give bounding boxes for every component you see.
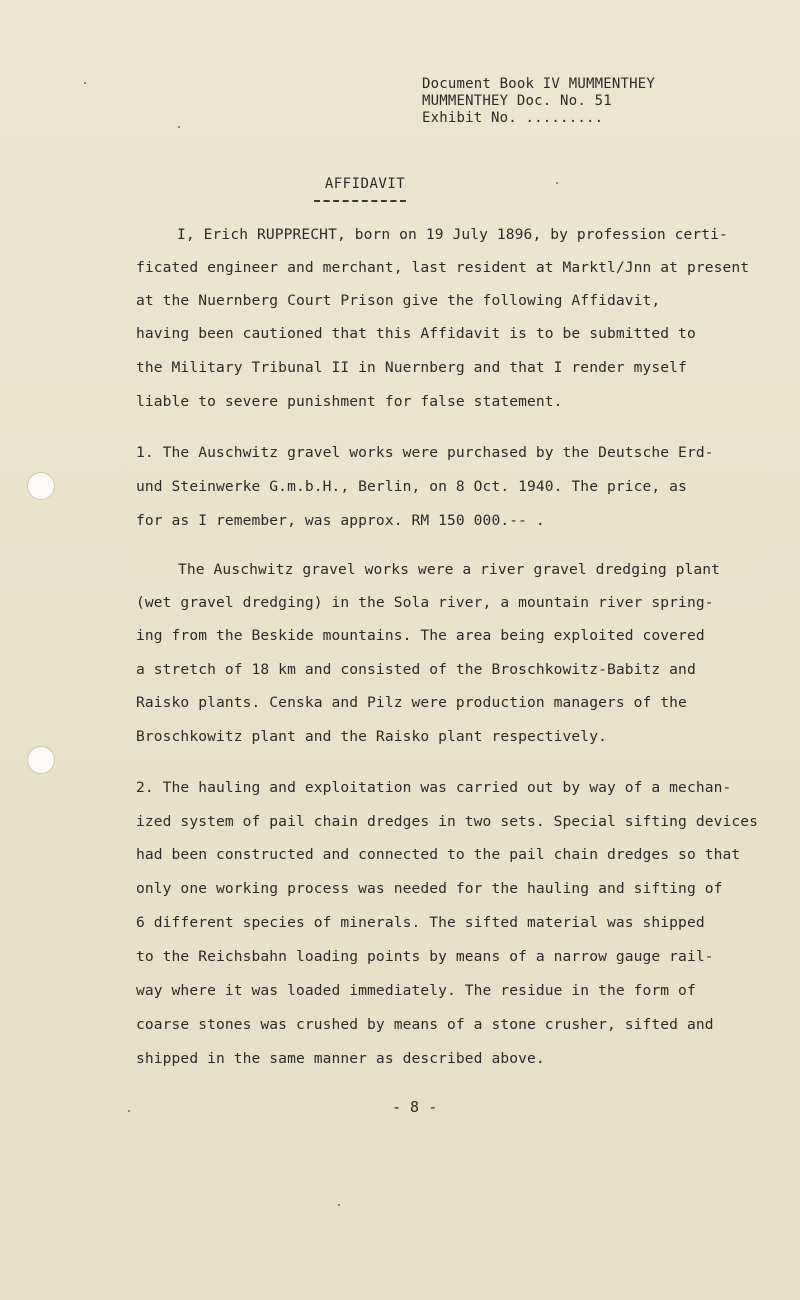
text-line: (wet gravel dredging) in the Sola river, a mountain river spring- [136,594,714,611]
text-line: having been cautioned that this Affidavit is to be submitted to [136,325,696,342]
text-line: ized system of pail chain dredges in two sets. Special sifting devices [136,813,759,830]
text-line: ing from the Beskide mountains. The area being exploited covered [136,627,705,644]
text-line: 1. The Auschwitz gravel works were purchased by the Deutsche Erd- [136,444,714,461]
text-line: a stretch of 18 km and consisted of the Broschkowitz-Babitz and [136,661,696,678]
page-title: AFFIDAVIT [324,176,406,192]
text-line: 2. The hauling and exploitation was carried out by way of a mechan- [136,779,732,796]
header-document-book: Document Book IV MUMMENTHEY [422,76,655,92]
page-number: - 8 - [392,1098,438,1116]
text-line: liable to severe punishment for false statement. [136,393,563,410]
text-line: coarse stones was crushed by means of a stone crusher, sifted and [136,1016,714,1033]
paper-speck [128,1110,130,1112]
text-line: The Auschwitz gravel works were a river gravel dredging plant [178,561,721,578]
text-line: Broschkowitz plant and the Raisko plant respectively. [136,728,607,745]
document-header [422,76,655,127]
text-line: to the Reichsbahn loading points by means of a narrow gauge rail- [136,948,714,965]
text-line: the Military Tribunal II in Nuernberg and that I render myself [136,359,687,376]
text-line: Raisko plants. Censka and Pilz were production managers of the [136,694,687,711]
punch-hole [27,472,55,500]
text-line: for as I remember, was approx. RM 150 000.-- . [136,512,545,529]
text-line: at the Nuernberg Court Prison give the following Affidavit, [136,292,661,309]
paper-speck [556,182,558,184]
text-line: und Steinwerke G.m.b.H., Berlin, on 8 Oct. 1940. The price, as [136,478,687,495]
text-line: only one working process was needed for the hauling and sifting of [136,880,723,897]
text-line: I, Erich RUPPRECHT, born on 19 July 1896, by profession certi- [177,226,728,243]
text-line: 6 different species of minerals. The sifted material was shipped [136,914,705,931]
text-line: ficated engineer and merchant, last resident at Marktl/Jnn at present [136,259,750,276]
title-underline [314,200,406,202]
paper-speck [178,126,180,128]
header-doc-number: MUMMENTHEY Doc. No. 51 [422,93,612,109]
text-line: shipped in the same manner as described above. [136,1050,545,1067]
header-exhibit-number: Exhibit No. ......... [422,110,604,126]
text-line: had been constructed and connected to the pail chain dredges so that [136,846,741,863]
paper-speck [338,1204,340,1206]
paper-speck [84,82,86,84]
text-line: way where it was loaded immediately. The residue in the form of [136,982,696,999]
punch-hole [27,746,55,774]
